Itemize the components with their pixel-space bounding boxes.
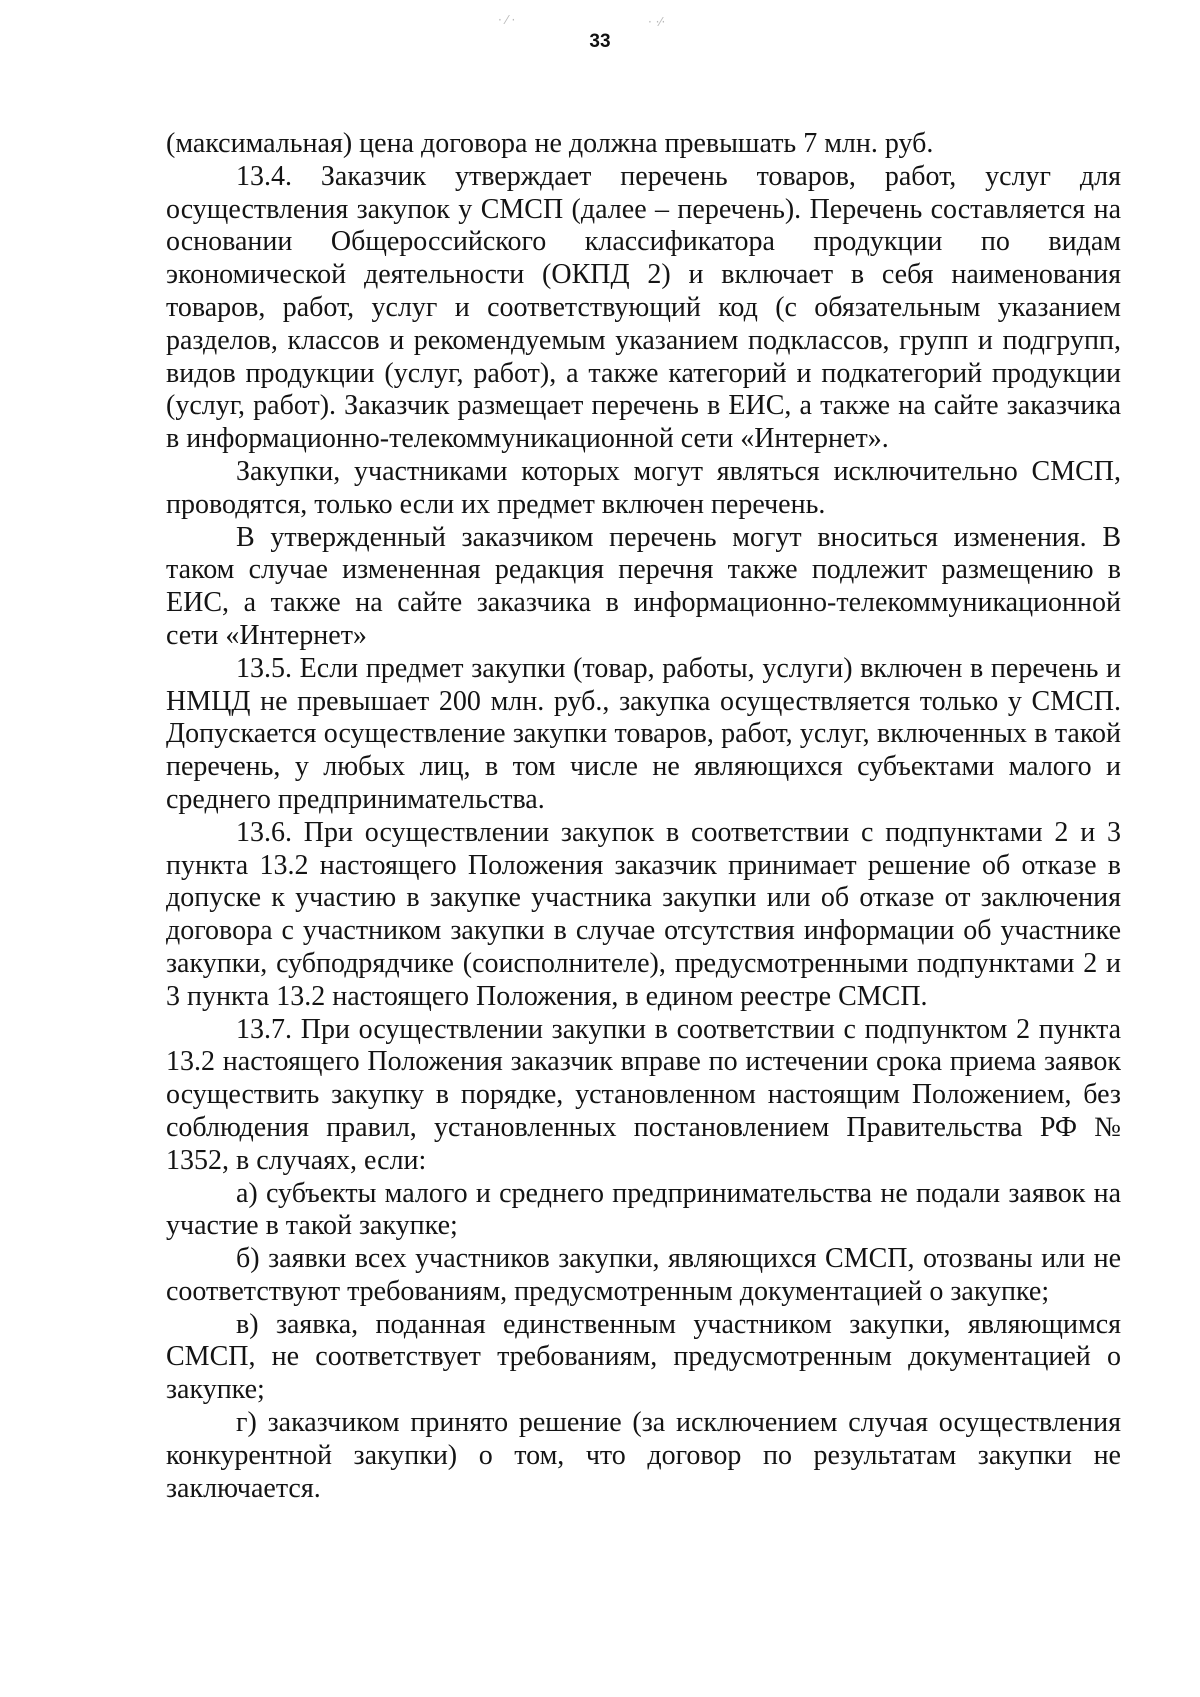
paragraph-list-changes: В утвержденный заказчиком перечень могут вноситься изменения. В таком случае измененная редакция перечня также подлежит размещению в ЕИС, а также на сайте заказчика в информационно-телекоммуникационной сети «Интернет»: [166, 521, 1121, 651]
list-item-g: г) заказчиком принято решение (за исключением случая осуществления конкурентной закупки) о том, что договор по результатам закупки не заключается.: [166, 1407, 1121, 1504]
paragraph-13-5: 13.5. Если предмет закупки (товар, работы, услуги) включен в перечень и НМЦД не превышает 200 млн. руб., закупка осуществляется только у СМСП. Допускается осуществление закупки товаров, работ, услуг, включенных в такой перечень, у любых лиц, в том числе не являющихся субъектами малого и среднего предпринимательства.: [166, 652, 1121, 815]
scan-artifact-right: · ·⁄·: [648, 15, 666, 29]
list-item-a: а) субъекты малого и среднего предпринимательства не подали заявок на участие в такой закупке;: [166, 1177, 1121, 1242]
list-item-v: в) заявка, поданная единственным участником закупки, являющимся СМСП, не соответствует требованиям, предусмотренным документацией о закупке;: [166, 1308, 1121, 1406]
paragraph-13-4: 13.4. Заказчик утверждает перечень товаров, работ, услуг для осуществления закупок у СМСП (далее – перечень). Перечень составляется на основании Общероссийского классификатора продукции по видам экономической деятельности (ОКПД 2) и включает в себя наименования товаров, работ, услуг и соответствующий код (с обязательным указанием разделов, классов и рекомендуемым указанием подклассов, групп и подгрупп, видов продукции (услуг, работ), а также категорий и подкатегорий продукции (услуг, работ). Заказчик размещает перечень в ЕИС, а также на сайте заказчика в информационно-телекоммуникационной сети «Интернет».: [166, 160, 1121, 455]
document-body: [166, 128, 1121, 1505]
list-item-b: б) заявки всех участников закупки, являющихся СМСП, отозваны или не соответствуют требованиям, предусмотренным документацией о закупке;: [166, 1243, 1121, 1307]
scan-artifact-left: · ⁄ ·: [498, 13, 516, 27]
paragraph-smsp-only-purchases: Закупки, участниками которых могут являться исключительно СМСП, проводятся, только если их предмет включен перечень.: [166, 455, 1121, 520]
paragraph-13-6: 13.6. При осуществлении закупок в соответствии с подпунктами 2 и 3 пункта 13.2 настоящего Положения заказчик принимает решение об отказе в допуске к участию в закупке участника закупки или об отказе от заключения договора с участником закупки в случае отсутствия информации об участнике закупки, субподрядчике (соисполнителе), предусмотренными подпунктами 2 и 3 пункта 13.2 настоящего Положения, в едином реестре СМСП.: [166, 816, 1121, 1012]
paragraph-max-price-continuation: (максимальная) цена договора не должна превышать 7 млн. руб.: [166, 128, 934, 159]
page-number: 33: [589, 31, 611, 52]
paragraph-13-7: 13.7. При осуществлении закупки в соответствии с подпунктом 2 пункта 13.2 настоящего Положения заказчик вправе по истечении срока приема заявок осуществить закупку в порядке, установленном настоящим Положением, без соблюдения правил, установленных постановлением Правительства РФ № 1352, в случаях, если:: [166, 1013, 1121, 1176]
